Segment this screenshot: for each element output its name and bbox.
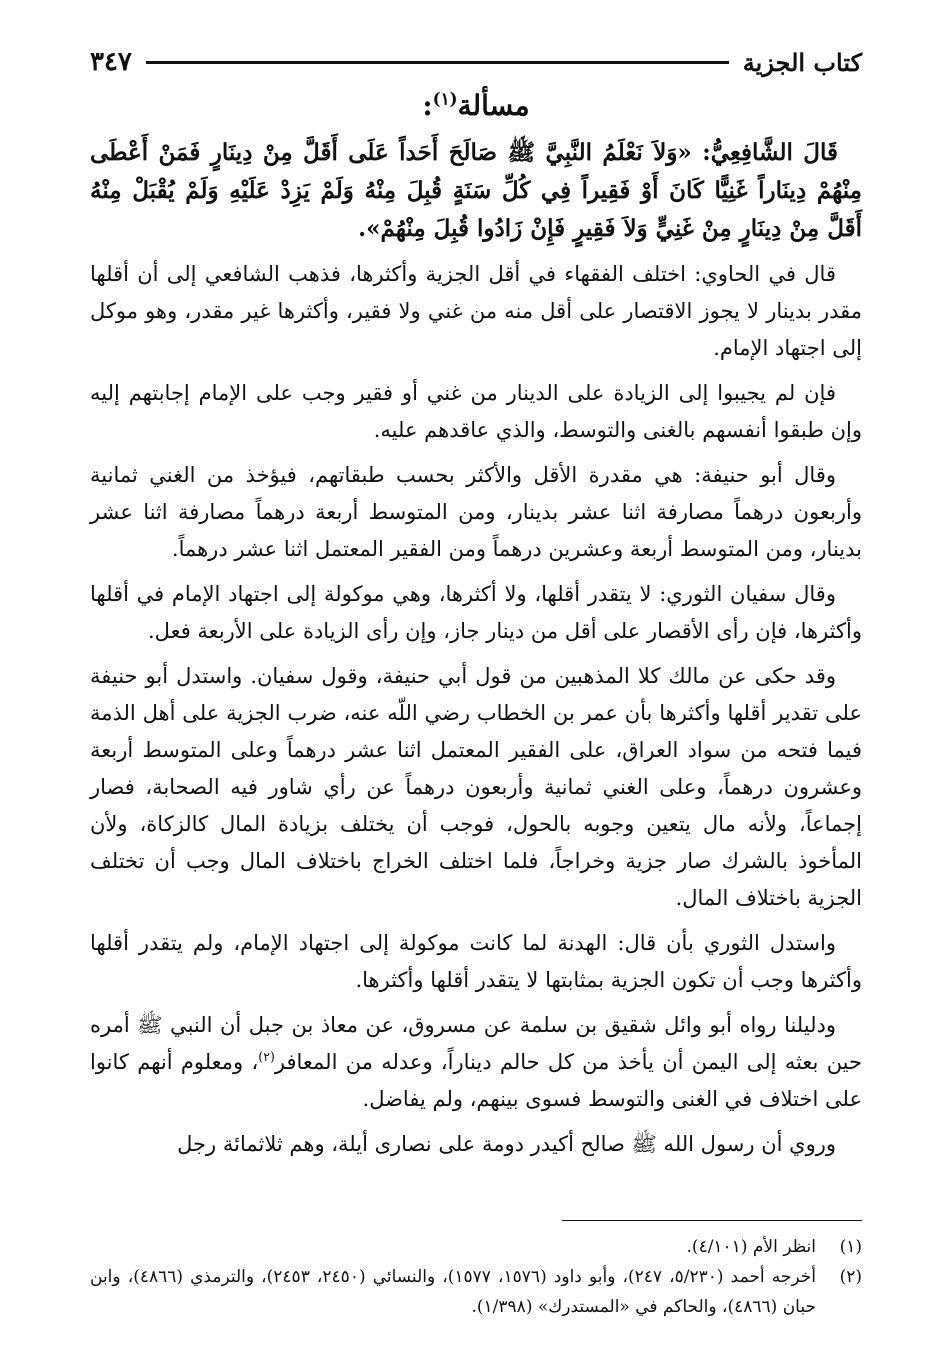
quote-text: «وَلاَ نَعْلَمُ النَّبِيَّ ﷺ صَالَحَ أَحَداً عَلَى أَقَلَّ مِنْ دِينَارٍ فَمَنْ أَعْطَى مِنْهُمْ دِينَاراً غَنِيًّا كَانَ أَوْ فَقِيراً فِي كُلِّ سَنَةٍ قُبِلَ مِنْهُ وَلَمْ يَزِدْ عَلَيْهِ وَلَمْ يُقْبَلْ مِنْهُ أَقَلَّ مِنْ دِينَارٍ مِنْ غَنِيٍّ وَلاَ فَقِيرٍ فَإِنْ زَادُوا قُبِلَ مِنْهُمْ». bbox=[90, 139, 862, 242]
shafii-quote bbox=[90, 134, 862, 248]
footnote-ref-1: (١) bbox=[432, 88, 458, 109]
footnote-number: (١) bbox=[839, 1237, 862, 1257]
paragraph-hawi: قال في الحاوي: اختلف الفقهاء في أقل الجزية وأكثرها، فذهب الشافعي إلى أن أقلها مقدر بدينار لا يجوز الاقتصار على أقل منه من غني ولا فقير، وأكثرها غير مقدر، وهو موكل إلى اجتهاد الإمام. bbox=[90, 262, 862, 360]
footnote-item bbox=[90, 1262, 862, 1322]
evidence-text: ودليلنا رواه أبو وائل شقيق بن سلمة عن مسروق، عن معاذ بن جبل أن النبي ﷺ أمره حين بعثه إلى اليمن أن يأخذ من كل حالم ديناراً، وعدله من المعافر bbox=[90, 1013, 862, 1074]
footnotes bbox=[90, 1232, 862, 1322]
heading-colon: : bbox=[422, 89, 433, 122]
book-page bbox=[90, 0, 862, 1370]
paragraph-our-evidence bbox=[90, 1007, 862, 1118]
main-text bbox=[90, 134, 862, 1171]
section-heading bbox=[90, 86, 862, 126]
quote-speaker: قَالَ الشَّافِعِيُّ: bbox=[702, 139, 838, 166]
running-header bbox=[90, 42, 862, 82]
footnote-number: (٢) bbox=[839, 1267, 862, 1287]
footnote-text: أخرجه أحمد (٥/٢٣٠، ٢٤٧)، وأبو داود (١٥٧٦، ١٥٧٧)، والنسائي (٢٤٥٠، ٢٤٥٣)، والترمذي (٤٨٦٦)، وابن حبان (٤٨٦٦)، والحاكم في «المستدرك» (١/٣٩٨). bbox=[90, 1267, 816, 1317]
paragraph-refusal: فإن لم يجيبوا إلى الزيادة على الدينار من غني أو فقير وجب على الإمام إجابتهم إليه وإن طبقوا أنفسهم بالغنى والتوسط، والذي عاقدهم عليه. bbox=[90, 381, 862, 442]
paragraph-ukaydir: وروي أن رسول الله ﷺ صالح أكيدر دومة على نصارى أيلة، وهم ثلاثمائة رجل bbox=[177, 1132, 836, 1156]
footnote-text: انظر الأم (٤/١٠١). bbox=[686, 1237, 816, 1257]
paragraph-thawri-evidence: واستدل الثوري بأن قال: الهدنة لما كانت موكولة إلى اجتهاد الإمام، ولم يتقدر أقلها وأكثرها وجب أن تكون الجزية بمثابتها لا يتقدر أقلها وأكثرها. bbox=[90, 931, 862, 992]
paragraph-thawri: وقال سفيان الثوري: لا يتقدر أقلها، ولا أكثرها، وهي موكولة إلى اجتهاد الإمام في أقلها وأكثرها، فإن رأى الأقصار على أقل من دينار جاز، وإن رأى الزيادة على الأربعة فعل. bbox=[90, 582, 862, 643]
footnote-ref-2: (٢) bbox=[258, 1049, 275, 1064]
evidence-text-cont: ، ومعلوم أنهم كانوا على اختلاف في الغنى والتوسط فسوى بينهم، ولم يفاضل. bbox=[90, 1050, 862, 1111]
chapter-title: كتاب الجزية bbox=[742, 47, 862, 77]
header-rule bbox=[146, 61, 729, 64]
footnote-item bbox=[90, 1232, 862, 1262]
footnote-divider bbox=[562, 1220, 862, 1221]
page-number: ٣٤٧ bbox=[90, 47, 132, 77]
heading-title: مسألة bbox=[457, 89, 530, 122]
paragraph-abu-hanifa: وقال أبو حنيفة: هي مقدرة الأقل والأكثر بحسب طبقاتهم، فيؤخذ من الغني ثمانية وأربعون درهماً مصارفة اثنا عشر بدينار، ومن المتوسط أربعة درهماً مصارفة اثنا عشر بدينار، ومن المتوسط أربعة وعشرين درهماً ومن الفقير المعتمل اثنا عشر درهماً. bbox=[90, 463, 862, 561]
paragraph-malik: وقد حكى عن مالك كلا المذهبين من قول أبي حنيفة، وقول سفيان. واستدل أبو حنيفة على تقدير أقلها وأكثرها بأن عمر بن الخطاب رضي اللّه عنه، ضرب الجزية على أهل الذمة فيما فتحه من سواد العراق، على الفقير المعتمل اثنا عشر درهماً وعلى المتوسط أربعة وعشرون درهماً، وعلى الغني ثمانية وأربعون درهماً عن رأي شاور فيه الصحابة، فصار إجماعاً، ولأنه مال يتعين وجوبه بالحول، فوجب أن يختلف بزيادة المال كالزكاة، ولأن المأخوذ بالشرك صار جزية وخراجاً، فلما اختلف الخراج باختلاف المال وجب أن تختلف الجزية باختلاف المال. bbox=[90, 664, 862, 910]
